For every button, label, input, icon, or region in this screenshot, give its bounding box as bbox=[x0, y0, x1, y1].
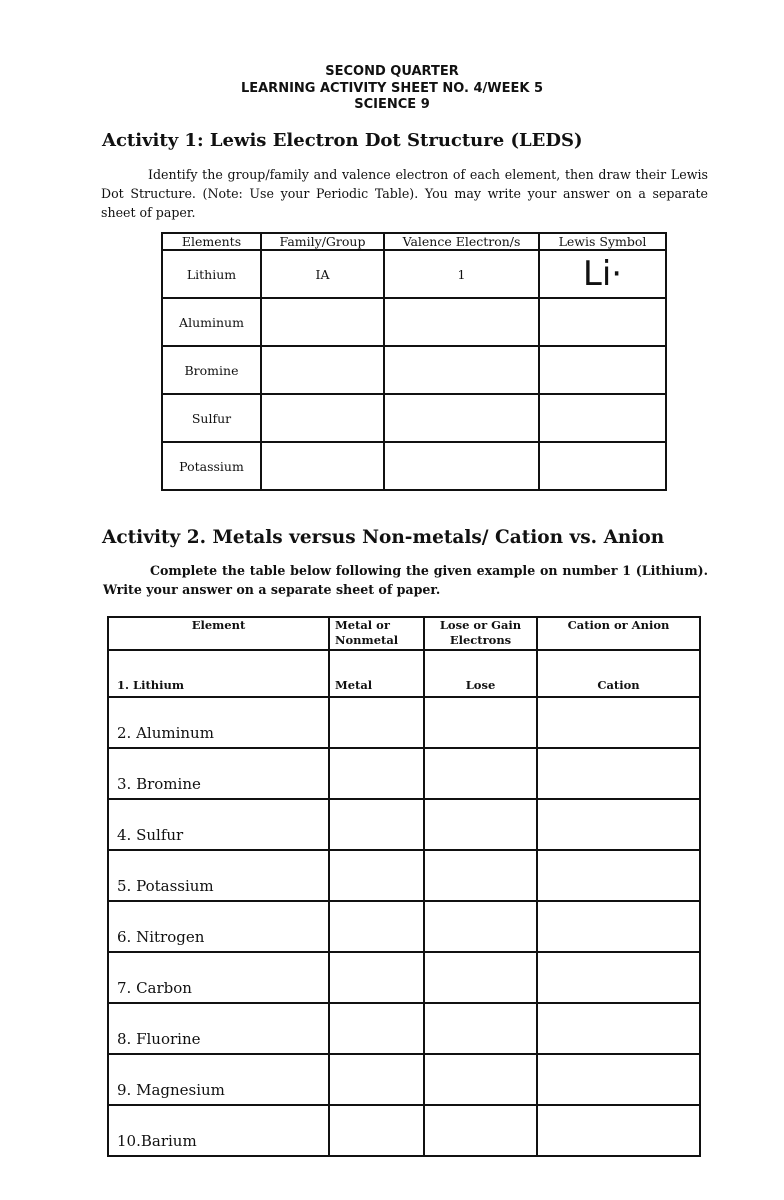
group-cell[interactable] bbox=[261, 394, 384, 442]
table-row bbox=[162, 442, 666, 490]
ion-cell[interactable] bbox=[537, 1054, 700, 1105]
valence-cell[interactable] bbox=[384, 298, 539, 346]
electrons-cell[interactable] bbox=[424, 952, 537, 1003]
element-cell: Sulfur bbox=[162, 394, 261, 442]
element-cell: 2. Aluminum bbox=[108, 697, 329, 748]
group-cell: IA bbox=[261, 250, 384, 298]
ion-cell[interactable] bbox=[537, 952, 700, 1003]
electrons-cell[interactable] bbox=[424, 748, 537, 799]
electrons-cell[interactable] bbox=[424, 1003, 537, 1054]
group-cell[interactable] bbox=[261, 298, 384, 346]
ion-cell[interactable] bbox=[537, 850, 700, 901]
leds-table bbox=[161, 232, 667, 491]
column-header: Elements bbox=[162, 233, 261, 250]
table-header-row bbox=[162, 233, 666, 250]
table-row bbox=[108, 850, 700, 901]
valence-cell[interactable] bbox=[384, 346, 539, 394]
metal-cell[interactable] bbox=[329, 799, 424, 850]
element-cell: 8. Fluorine bbox=[108, 1003, 329, 1054]
column-header: Lewis Symbol bbox=[539, 233, 666, 250]
subject-label: SCIENCE 9 bbox=[354, 97, 430, 112]
lewis-symbol-cell[interactable] bbox=[539, 298, 666, 346]
activity2-instructions-text: Complete the table below following the given example on number 1 (Lithium). Write your answer on a separate sheet of paper. bbox=[103, 563, 708, 597]
ion-cell[interactable] bbox=[537, 748, 700, 799]
table-row bbox=[162, 298, 666, 346]
example-row bbox=[108, 650, 700, 697]
column-header: Metal or Nonmetal bbox=[329, 617, 424, 650]
valence-cell[interactable] bbox=[384, 442, 539, 490]
table-row bbox=[108, 901, 700, 952]
element-cell: 5. Potassium bbox=[108, 850, 329, 901]
electrons-cell[interactable] bbox=[424, 799, 537, 850]
ion-cell[interactable] bbox=[537, 799, 700, 850]
table-row bbox=[162, 346, 666, 394]
element-cell: 9. Magnesium bbox=[108, 1054, 329, 1105]
element-cell: 7. Carbon bbox=[108, 952, 329, 1003]
activity2-title: Activity 2. Metals versus Non-metals/ Cation vs. Anion bbox=[102, 527, 665, 548]
sheet-label: LEARNING ACTIVITY SHEET NO. 4/WEEK 5 bbox=[240, 80, 544, 96]
ion-cell[interactable] bbox=[537, 901, 700, 952]
lewis-symbol-cell[interactable] bbox=[539, 346, 666, 394]
metal-cell[interactable] bbox=[329, 850, 424, 901]
document-header bbox=[0, 64, 784, 114]
element-cell: Aluminum bbox=[162, 298, 261, 346]
table-row bbox=[108, 1054, 700, 1105]
activity1-title: Activity 1: Lewis Electron Dot Structure (LEDS) bbox=[102, 130, 583, 151]
column-header: Cation or Anion bbox=[537, 617, 700, 650]
quarter-label: SECOND QUARTER bbox=[325, 64, 459, 79]
element-cell: Lithium bbox=[162, 250, 261, 298]
ion-cell[interactable] bbox=[537, 1003, 700, 1054]
ion-cell[interactable] bbox=[537, 697, 700, 748]
lewis-symbol-cell[interactable] bbox=[539, 394, 666, 442]
group-cell[interactable] bbox=[261, 346, 384, 394]
element-cell: 6. Nitrogen bbox=[108, 901, 329, 952]
electrons-cell[interactable] bbox=[424, 697, 537, 748]
activity1-instructions-text: Identify the group/family and valence electron of each element, then draw their Lewis Dot Structure. (Note: Use your Periodic Table). You may write your answer on a separate sheet of paper. bbox=[101, 167, 708, 220]
metal-cell: Metal bbox=[329, 650, 424, 697]
metal-cell[interactable] bbox=[329, 1003, 424, 1054]
column-header: Valence Electron/s bbox=[384, 233, 539, 250]
activity1-instructions bbox=[101, 165, 708, 222]
electrons-cell[interactable] bbox=[424, 850, 537, 901]
activity2-instructions bbox=[103, 561, 708, 599]
metal-cell[interactable] bbox=[329, 1054, 424, 1105]
electrons-cell[interactable] bbox=[424, 1054, 537, 1105]
element-cell: 3. Bromine bbox=[108, 748, 329, 799]
column-header: Element bbox=[108, 617, 329, 650]
ion-cell: Cation bbox=[537, 650, 700, 697]
electrons-cell[interactable] bbox=[424, 901, 537, 952]
group-cell[interactable] bbox=[261, 442, 384, 490]
metal-cell[interactable] bbox=[329, 952, 424, 1003]
element-cell: Bromine bbox=[162, 346, 261, 394]
table-row bbox=[108, 1105, 700, 1156]
table-row bbox=[108, 1003, 700, 1054]
table-row bbox=[108, 697, 700, 748]
metal-cell[interactable] bbox=[329, 697, 424, 748]
element-cell: 10.Barium bbox=[108, 1105, 329, 1156]
valence-cell: 1 bbox=[384, 250, 539, 298]
metals-table bbox=[107, 616, 701, 1157]
element-cell: 4. Sulfur bbox=[108, 799, 329, 850]
element-cell: Potassium bbox=[162, 442, 261, 490]
table-row bbox=[162, 250, 666, 298]
electrons-cell: Lose bbox=[424, 650, 537, 697]
ion-cell[interactable] bbox=[537, 1105, 700, 1156]
column-header: Family/Group bbox=[261, 233, 384, 250]
lewis-symbol-cell[interactable] bbox=[539, 442, 666, 490]
valence-cell[interactable] bbox=[384, 394, 539, 442]
table-row bbox=[108, 748, 700, 799]
table-header-row bbox=[108, 617, 700, 650]
electrons-cell[interactable] bbox=[424, 1105, 537, 1156]
metal-cell[interactable] bbox=[329, 748, 424, 799]
table-row bbox=[108, 952, 700, 1003]
table-row bbox=[162, 394, 666, 442]
table-row bbox=[108, 799, 700, 850]
element-cell: 1. Lithium bbox=[108, 650, 329, 697]
metal-cell[interactable] bbox=[329, 901, 424, 952]
column-header: Lose or Gain Electrons bbox=[424, 617, 537, 650]
metal-cell[interactable] bbox=[329, 1105, 424, 1156]
lewis-symbol-cell: Li· bbox=[539, 250, 666, 298]
